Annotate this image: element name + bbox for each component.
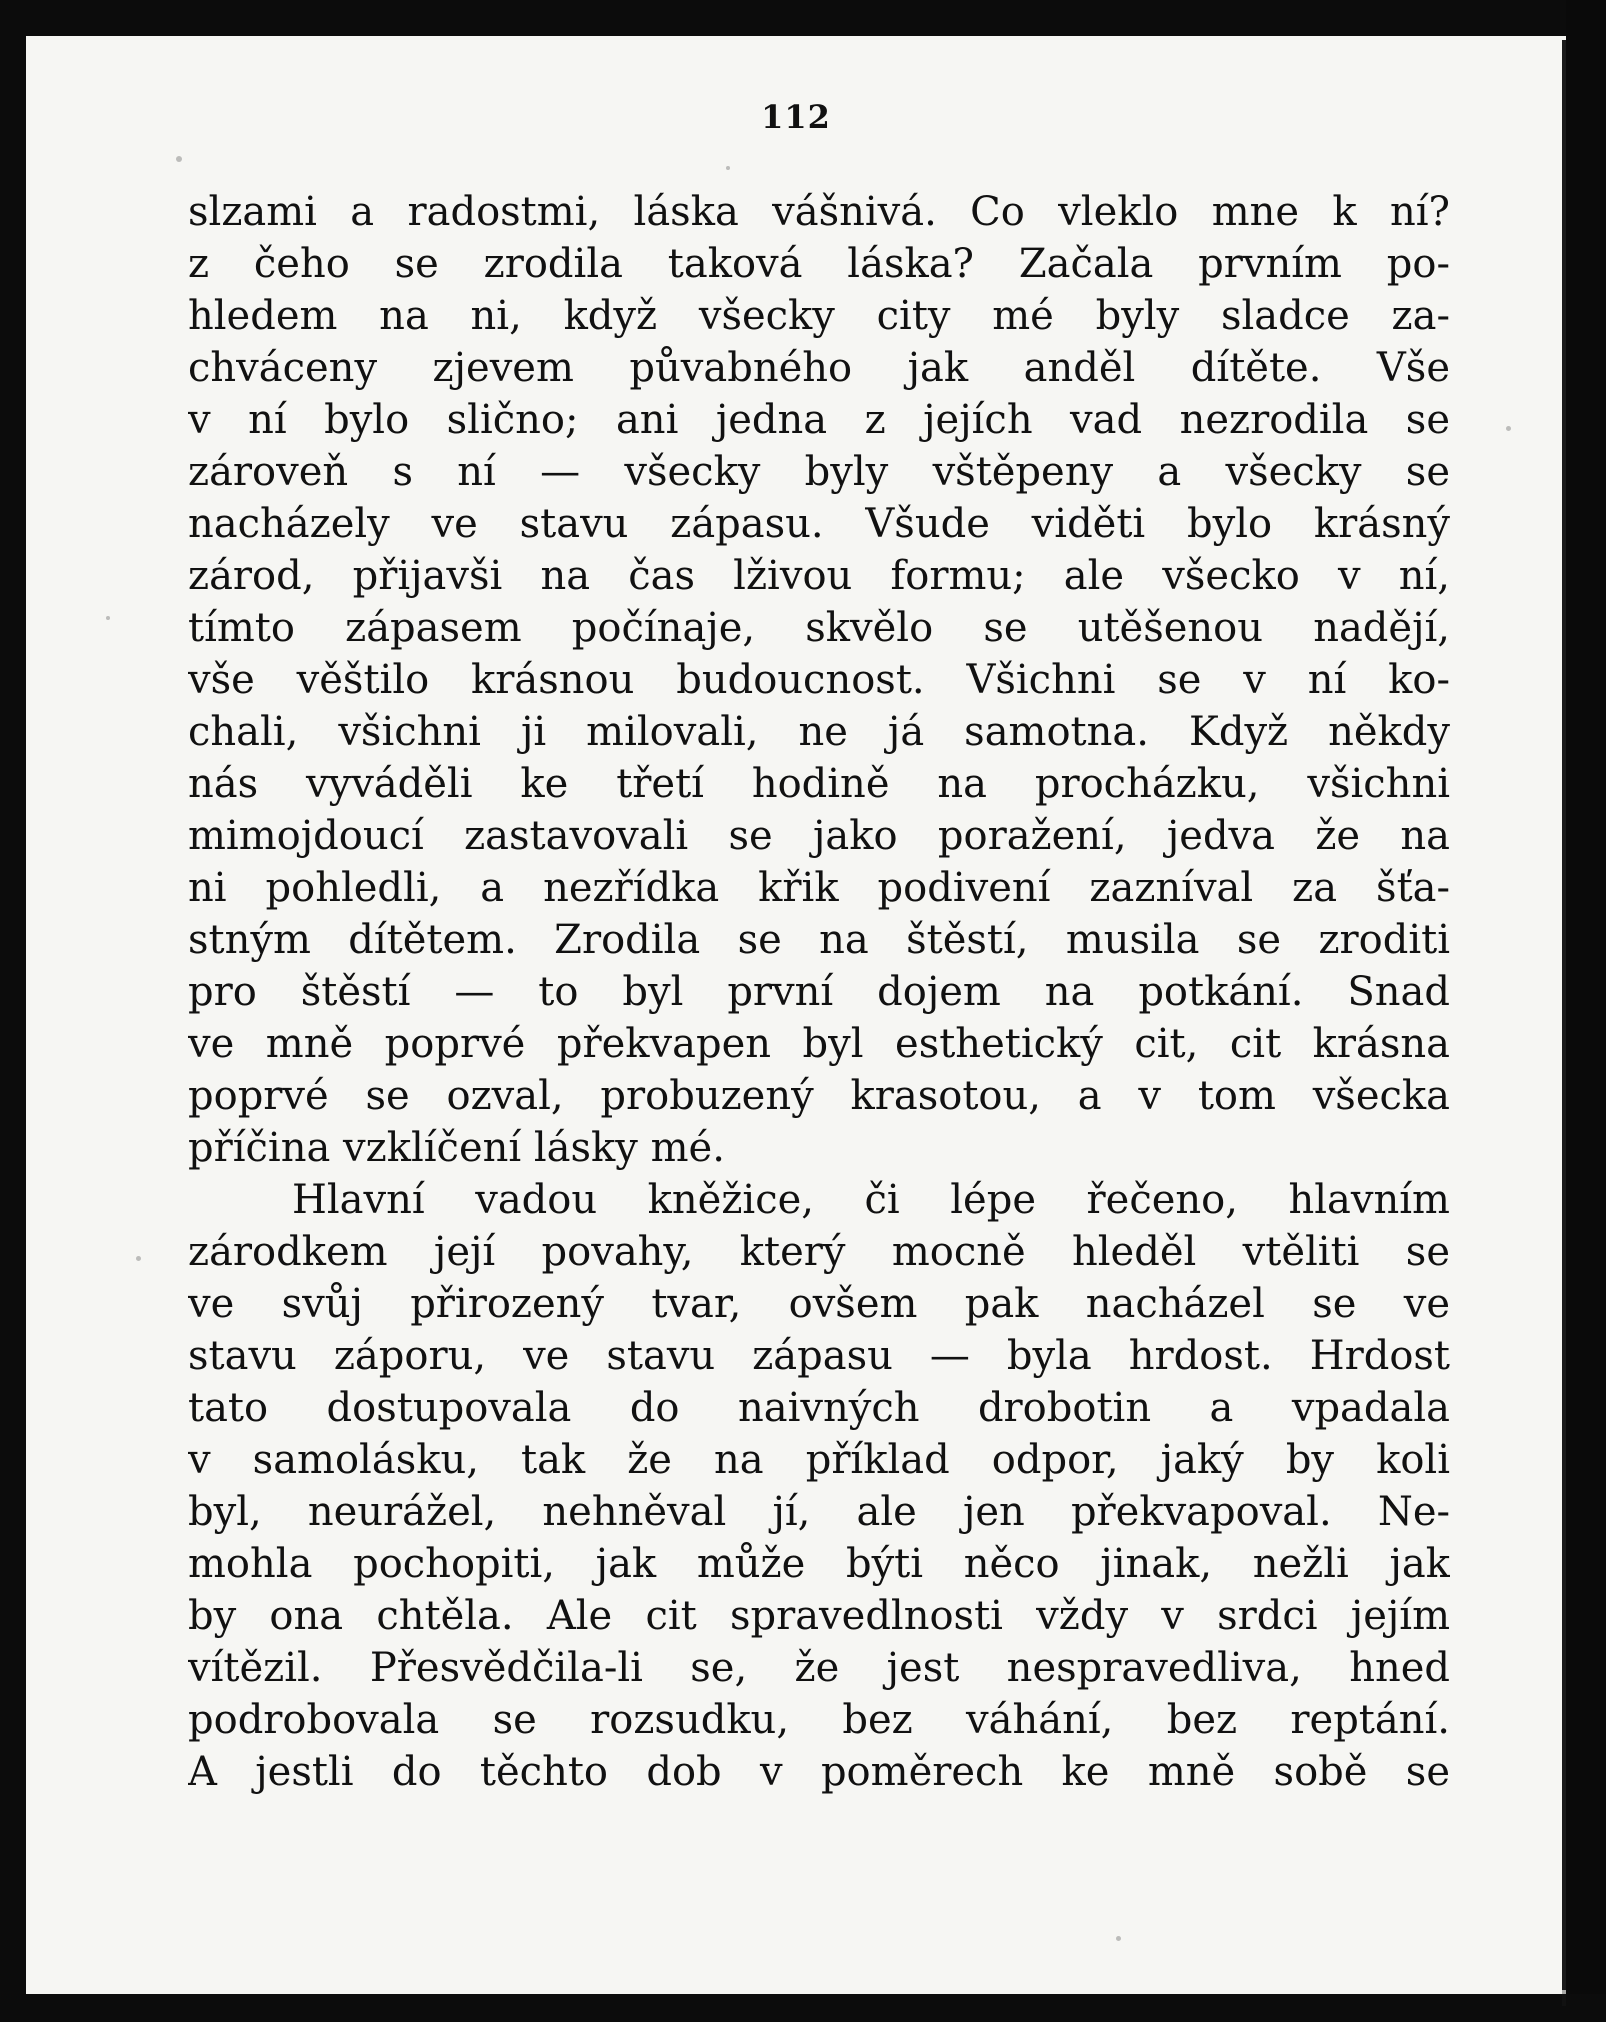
scan-speck: [176, 156, 182, 162]
text-line: A jestli do těchto dob v poměrech ke mně sobě se: [188, 1749, 1450, 1795]
paper-sheet: [26, 36, 1566, 1994]
text-line: zárodkem její povahy, který mocně hleděl vtěliti se: [188, 1229, 1450, 1275]
text-line: chali, všichni ji milovali, ne já samotna. Když někdy: [188, 709, 1450, 755]
text-line: pro štěstí — to byl první dojem na potkání. Snad: [188, 969, 1450, 1015]
text-line: z čeho se zrodila taková láska? Začala prvním po-: [188, 241, 1450, 287]
text-line: hledem na ni, když všecky city mé byly sladce za-: [188, 293, 1450, 339]
text-line: mohla pochopiti, jak může býti něco jinak, nežli jak: [188, 1541, 1450, 1587]
text-line: stavu záporu, ve stavu zápasu — byla hrdost. Hrdost: [188, 1333, 1450, 1379]
text-line: zárod, přijavši na čas lživou formu; ale všecko v ní,: [188, 553, 1450, 599]
text-line: ni pohledli, a nezřídka křik podivení zazníval za šťa-: [188, 865, 1450, 911]
scan-speck: [726, 166, 730, 170]
text-line: stným dítětem. Zrodila se na štěstí, musila se zroditi: [188, 917, 1450, 963]
page-edge: [1562, 40, 1566, 1990]
text-line: tímto zápasem počínaje, skvělo se utěšenou nadějí,: [188, 605, 1450, 651]
text-line: by ona chtěla. Ale cit spravedlnosti vždy v srdci jejím: [188, 1593, 1450, 1639]
text-line: v ní bylo slično; ani jedna z jejích vad nezrodila se: [188, 397, 1450, 443]
text-line: nacházely ve stavu zápasu. Všude viděti bylo krásný: [188, 501, 1450, 547]
text-line: vše věštilo krásnou budoucnost. Všichni se v ní ko-: [188, 657, 1450, 703]
text-line: podrobovala se rozsudku, bez váhání, bez reptání.: [188, 1697, 1450, 1743]
scan-speck: [136, 1256, 141, 1261]
text-line: příčina vzklíčení lásky mé.: [188, 1125, 725, 1171]
text-line: Hlavní vadou kněžice, či lépe řečeno, hlavním: [292, 1177, 1450, 1223]
scan-speck: [1506, 426, 1511, 431]
text-line: slzami a radostmi, láska vášnivá. Co vleklo mne k ní?: [188, 189, 1450, 235]
body-text: [188, 186, 1450, 1798]
text-line: nás vyváděli ke třetí hodině na procházku, všichni: [188, 761, 1450, 807]
scan-border-right: [1566, 0, 1606, 2022]
text-line: mimojdoucí zastavovali se jako poražení, jedva že na: [188, 813, 1450, 859]
text-line: byl, neurážel, nehněval jí, ale jen překvapoval. Ne-: [188, 1489, 1450, 1535]
text-line: ve svůj přirozený tvar, ovšem pak nacházel se ve: [188, 1281, 1450, 1327]
text-line: chváceny zjevem půvabného jak anděl dítěte. Vše: [188, 345, 1450, 391]
scan-border-top: [0, 0, 1606, 36]
page-number: 112: [761, 98, 831, 136]
text-line: poprvé se ozval, probuzený krasotou, a v tom všecka: [188, 1073, 1450, 1119]
text-line: tato dostupovala do naivných drobotin a vpadala: [188, 1385, 1450, 1431]
text-line: zároveň s ní — všecky byly vštěpeny a všecky se: [188, 449, 1450, 495]
text-line: v samolásku, tak že na příklad odpor, jaký by koli: [188, 1437, 1450, 1483]
scan-border-left: [0, 0, 26, 2022]
text-line: vítězil. Přesvědčila-li se, že jest nespravedliva, hned: [188, 1645, 1450, 1691]
scan-border-bottom: [0, 1994, 1606, 2022]
scan-speck: [106, 616, 110, 620]
text-line: ve mně poprvé překvapen byl esthetický cit, cit krásna: [188, 1021, 1450, 1067]
scan-speck: [1116, 1936, 1121, 1941]
